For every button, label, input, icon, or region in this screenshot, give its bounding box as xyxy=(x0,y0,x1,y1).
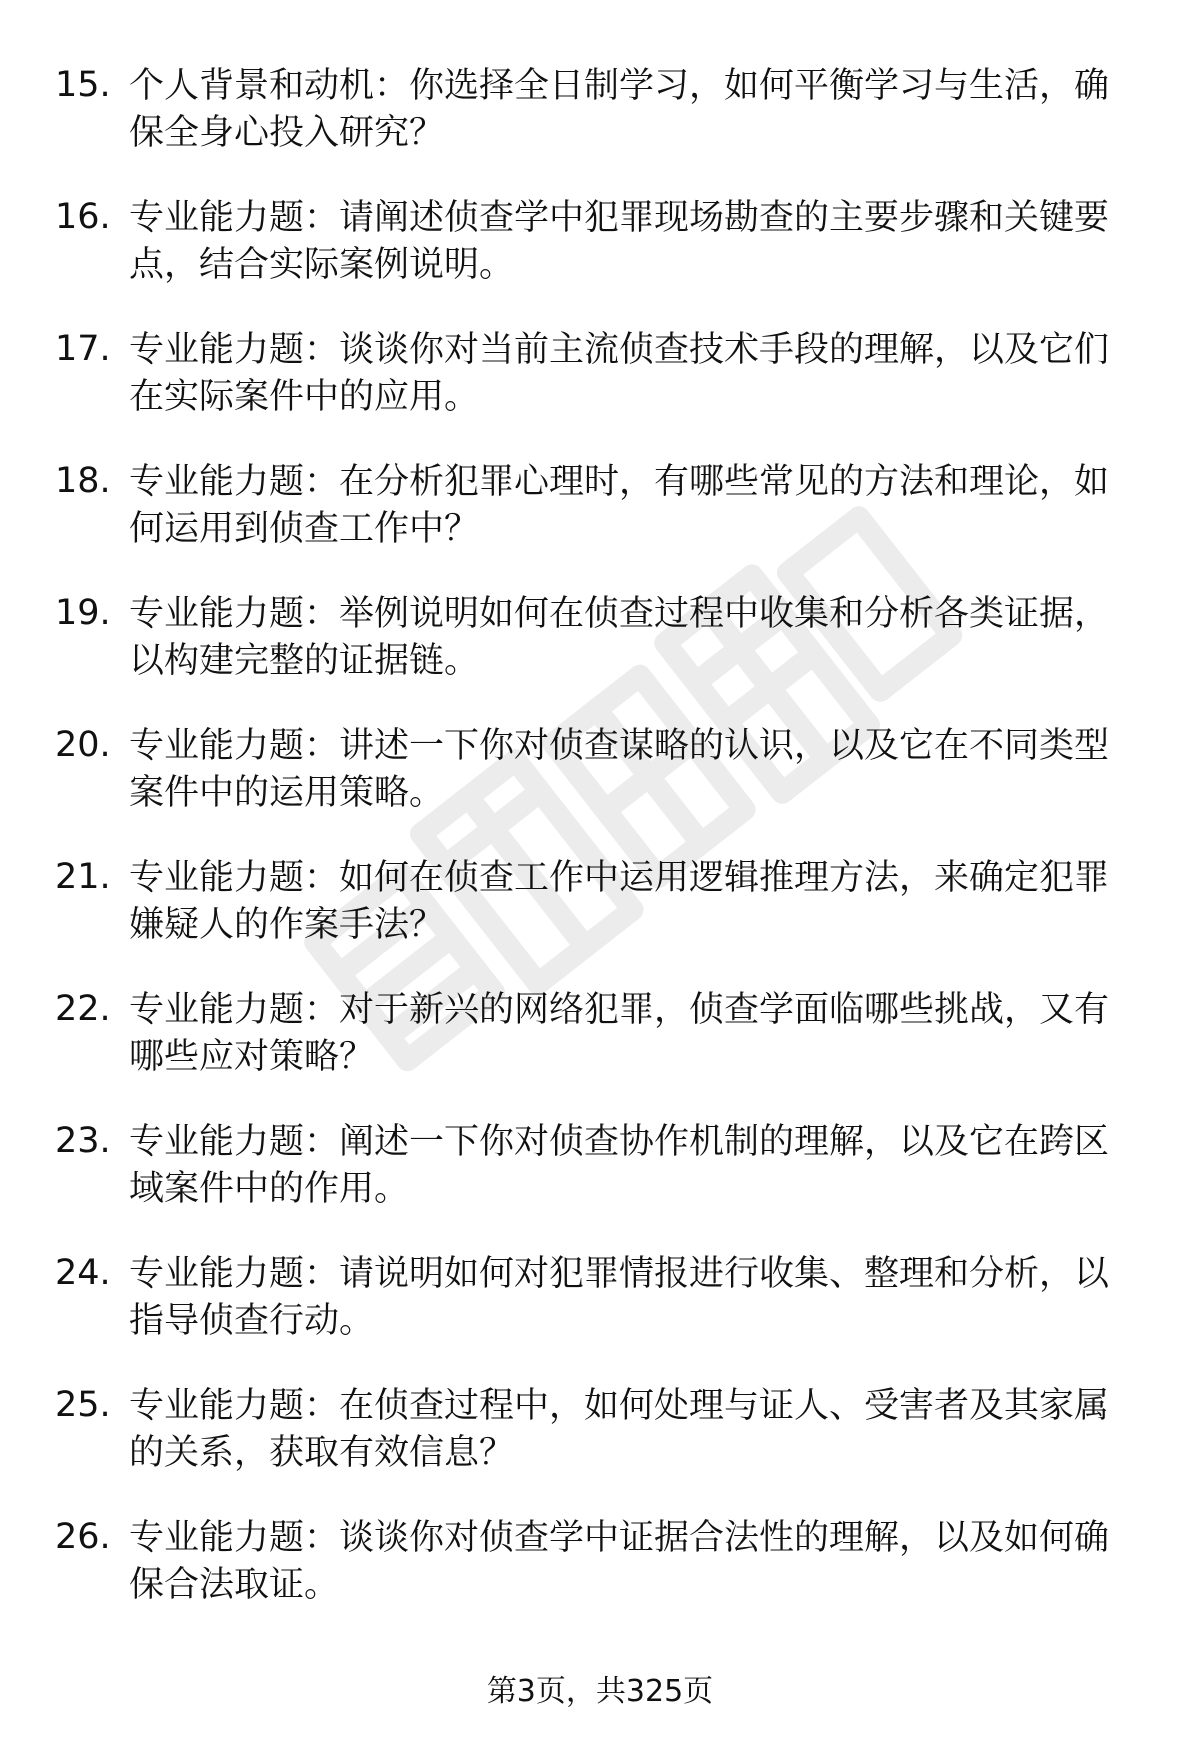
question-list xyxy=(0,63,1200,1647)
question-text: 专业能力题：举例说明如何在侦查过程中收集和分析各类证据，以构建完整的证据链。 xyxy=(129,594,1110,681)
question-number: 18. xyxy=(55,461,111,501)
question-number: 15. xyxy=(55,65,111,105)
question-number: 19. xyxy=(55,593,111,633)
question-text: 专业能力题：讲述一下你对侦查谋略的认识，以及它在不同类型案件中的运用策略。 xyxy=(129,726,1110,813)
question-number: 25. xyxy=(55,1385,111,1425)
question-number: 16. xyxy=(55,197,111,237)
question-text: 专业能力题：如何在侦查工作中运用逻辑推理方法，来确定犯罪嫌疑人的作案手法？ xyxy=(129,858,1110,945)
question-text: 专业能力题：谈谈你对侦查学中证据合法性的理解，以及如何确保合法取证。 xyxy=(129,1518,1110,1605)
question-item xyxy=(0,987,1200,1119)
question-number: 22. xyxy=(55,989,111,1029)
question-text: 专业能力题：在分析犯罪心理时，有哪些常见的方法和理论，如何运用到侦查工作中？ xyxy=(129,462,1110,549)
question-number: 26. xyxy=(55,1517,111,1557)
question-item xyxy=(0,723,1200,855)
question-number: 21. xyxy=(55,857,111,897)
question-number: 20. xyxy=(55,725,111,765)
question-text: 个人背景和动机：你选择全日制学习，如何平衡学习与生活，确保全身心投入研究？ xyxy=(129,66,1110,153)
question-item xyxy=(0,459,1200,591)
question-text: 专业能力题：在侦查过程中，如何处理与证人、受害者及其家属的关系，获取有效信息？ xyxy=(129,1386,1110,1473)
question-text: 专业能力题：对于新兴的网络犯罪，侦查学面临哪些挑战，又有哪些应对策略？ xyxy=(129,990,1110,1077)
question-item xyxy=(0,1251,1200,1383)
question-item xyxy=(0,1515,1200,1647)
question-number: 17. xyxy=(55,329,111,369)
question-item xyxy=(0,855,1200,987)
page-number: 第3页，共325页 xyxy=(486,1674,714,1709)
question-number: 24. xyxy=(55,1253,111,1293)
question-text: 专业能力题：阐述一下你对侦查协作机制的理解，以及它在跨区域案件中的作用。 xyxy=(129,1122,1110,1209)
question-number: 23. xyxy=(55,1121,111,1161)
question-item xyxy=(0,1119,1200,1251)
question-item xyxy=(0,1383,1200,1515)
question-text: 专业能力题：谈谈你对当前主流侦查技术手段的理解，以及它们在实际案件中的应用。 xyxy=(129,330,1110,417)
question-text: 专业能力题：请说明如何对犯罪情报进行收集、整理和分析，以指导侦查行动。 xyxy=(129,1254,1110,1341)
question-text: 专业能力题：请阐述侦查学中犯罪现场勘查的主要步骤和关键要点，结合实际案例说明。 xyxy=(129,198,1110,285)
question-item xyxy=(0,63,1200,195)
question-item xyxy=(0,327,1200,459)
question-item xyxy=(0,591,1200,723)
question-item xyxy=(0,195,1200,327)
